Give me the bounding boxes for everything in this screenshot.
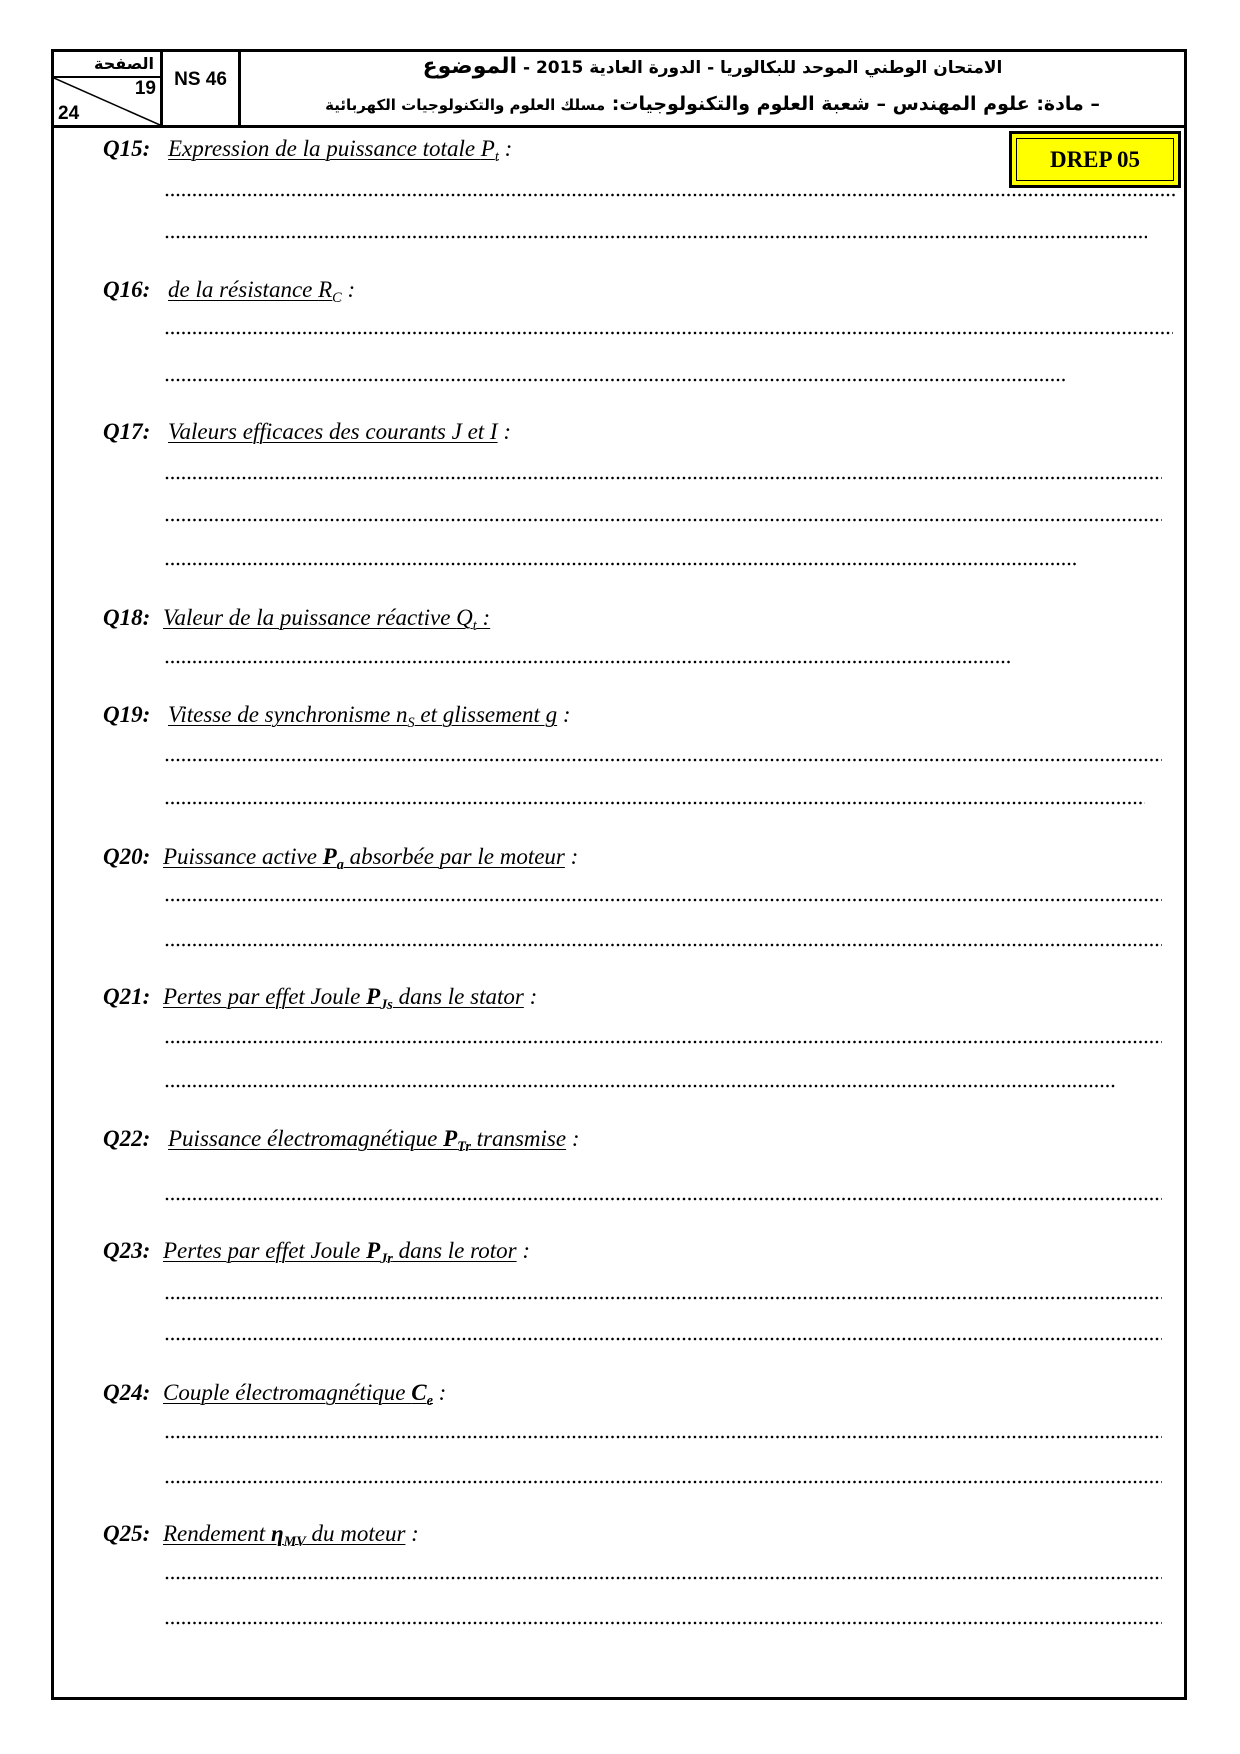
answer-line [165, 1337, 1162, 1341]
question-text: Vitesse de synchronisme [168, 702, 397, 727]
question-text-after: dans le rotor [392, 1238, 517, 1263]
question-text-after: transmise [470, 1126, 567, 1151]
question-suffix: : [523, 984, 538, 1009]
question-text-after: absorbée par le moteur [343, 844, 565, 869]
question-text-after: : [476, 605, 491, 630]
question-label: Q16: [103, 277, 151, 302]
document-badge: DREP 05 [1009, 131, 1181, 188]
exam-code: NS 46 [174, 69, 227, 90]
question-q15 [103, 135, 512, 163]
symbol: C [411, 1380, 427, 1405]
answer-line [165, 1435, 1162, 1439]
symbol-subscript: MV [283, 1533, 306, 1550]
question-title [168, 277, 342, 306]
answer-line [165, 943, 1162, 947]
question-text: Puissance active [163, 844, 323, 869]
question-label: Q25: [103, 1521, 151, 1546]
page-label: الصفحة [93, 54, 154, 73]
answer-line [165, 1621, 1162, 1625]
question-text: Pertes par effet Joule [163, 984, 367, 1009]
question-text-after: du moteur [305, 1521, 406, 1546]
exam-subject-label: الموضوع [422, 54, 518, 79]
answer-line [165, 660, 1011, 664]
symbol-subscript: Tr [457, 1138, 471, 1155]
question-title [168, 1126, 567, 1155]
answer-line [165, 1576, 1162, 1580]
symbol-subscript: Jr [380, 1250, 393, 1267]
question-text: Puissance électromagnétique [168, 1126, 444, 1151]
question-label: Q24: [103, 1380, 151, 1405]
symbol-subscript: C [332, 289, 342, 306]
question-title [163, 844, 565, 873]
symbol-subscript: S [407, 714, 415, 731]
question-text: Pertes par effet Joule [163, 1238, 367, 1263]
symbol-subscript: a [336, 856, 344, 873]
question-suffix: : [341, 277, 356, 302]
question-title [163, 984, 524, 1013]
question-suffix: : [498, 136, 513, 161]
answer-line [165, 331, 1173, 335]
question-text: Expression de la puissance totale [168, 136, 481, 161]
question-label: Q20: [103, 844, 151, 869]
question-title [163, 1380, 433, 1409]
symbol-subscript: t [472, 617, 477, 634]
question-q22 [103, 1125, 580, 1153]
symbol-subscript: Js [380, 996, 393, 1013]
question-q20 [103, 843, 578, 871]
question-label: Q22: [103, 1126, 151, 1151]
answer-line [165, 1197, 1162, 1201]
question-text: Valeurs efficaces des courants J et I [168, 419, 498, 444]
question-title [168, 136, 499, 165]
question-suffix: : [516, 1238, 531, 1263]
exam-session: الامتحان الوطني الموحد للبكالوريا - الدورة العادية 2015 - [517, 58, 1003, 78]
question-suffix: : [566, 1126, 580, 1151]
exam-subject: – مادة: علوم المهندس – شعبة العلوم والتكنولوجيات: [605, 93, 1100, 115]
question-label: Q17: [103, 419, 151, 444]
answer-line [165, 518, 1162, 522]
exam-title-line2 [241, 90, 1184, 119]
page-total: 24 [58, 103, 80, 124]
question-title [163, 1238, 517, 1267]
exam-code-cell [163, 52, 241, 125]
symbol: P [443, 1126, 458, 1151]
answer-line [165, 476, 1162, 480]
question-q18 [103, 604, 490, 632]
symbol: P [322, 844, 337, 869]
symbol-subscript: e [426, 1392, 433, 1409]
symbol: P [366, 1238, 381, 1263]
answer-line [165, 235, 1147, 239]
answer-line [165, 1040, 1162, 1044]
question-title [168, 702, 558, 731]
question-label: Q19: [103, 702, 151, 727]
symbol-subscript: t [494, 148, 499, 165]
answer-line [165, 378, 1067, 382]
answer-line [165, 1480, 1162, 1484]
question-suffix: : [405, 1521, 419, 1546]
question-q24 [103, 1379, 446, 1407]
question-q25 [103, 1520, 419, 1548]
symbol: n [396, 702, 408, 727]
answer-line [165, 898, 1162, 902]
question-text: de la résistance [168, 277, 319, 302]
exam-title-cell [241, 52, 1184, 125]
question-suffix: : [557, 702, 571, 727]
page-number-cell [54, 52, 163, 125]
question-title [168, 419, 498, 444]
question-text-after: dans le stator [392, 984, 524, 1009]
answer-line [165, 1084, 1117, 1088]
page-number: 19 [134, 78, 156, 99]
symbol: P [480, 136, 495, 161]
exam-title-line1 [241, 53, 1184, 82]
question-label: Q23: [103, 1238, 151, 1263]
question-q16 [103, 276, 355, 304]
answer-line [165, 1296, 1162, 1300]
question-text: Couple électromagnétique [163, 1380, 412, 1405]
question-label: Q21: [103, 984, 151, 1009]
question-label: Q15: [103, 136, 151, 161]
symbol: η [270, 1521, 284, 1546]
symbol: Q [456, 605, 473, 630]
question-q17 [103, 418, 511, 446]
symbol: R [318, 277, 333, 302]
question-text-after: et glissement g [414, 702, 558, 727]
question-suffix: : [497, 419, 512, 444]
answer-line [165, 562, 1078, 566]
exam-track: مسلك العلوم والتكنولوجيات الكهربائية [325, 96, 606, 114]
exam-header [54, 52, 1184, 128]
question-suffix: : [432, 1380, 447, 1405]
question-q21 [103, 983, 537, 1011]
question-title [163, 1521, 406, 1550]
question-q23 [103, 1237, 530, 1265]
answer-line [165, 758, 1162, 762]
answer-line [165, 801, 1145, 805]
question-suffix: : [564, 844, 579, 869]
question-label: Q18: [103, 605, 151, 630]
answer-line [165, 193, 1175, 197]
question-q19 [103, 701, 571, 729]
question-title [163, 605, 491, 634]
question-text: Rendement [163, 1521, 271, 1546]
symbol: P [366, 984, 381, 1009]
question-text: Valeur de la puissance réactive [163, 605, 457, 630]
